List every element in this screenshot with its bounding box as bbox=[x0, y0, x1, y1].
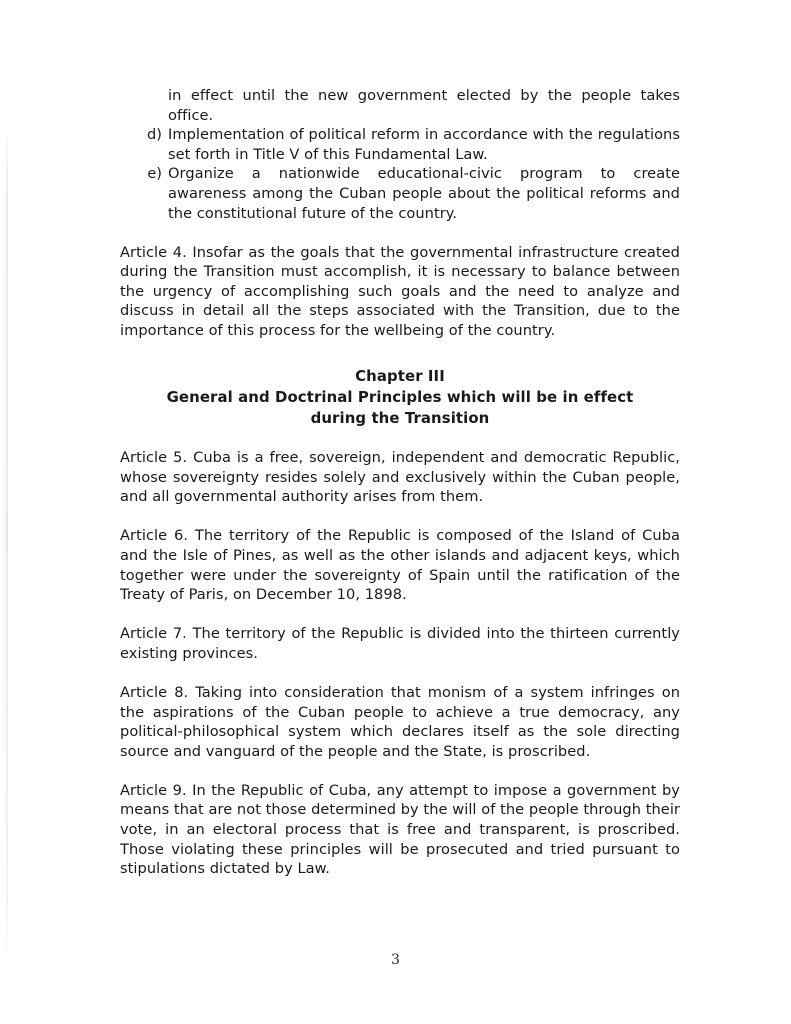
list-item-marker: d) bbox=[147, 126, 162, 144]
article-5-paragraph: Article 5. Cuba is a free, sovereign, independent and democratic Republic, whose sovereignty resides solely and exclusively within the Cuban people, and all governmental authority arises from them. bbox=[120, 449, 680, 506]
scan-edge-artifact bbox=[6, 128, 8, 960]
article-7-paragraph: Article 7. The territory of the Republic is divided into the thirteen currently existing provinces. bbox=[120, 625, 680, 662]
article-8-paragraph: Article 8. Taking into consideration that monism of a system infringes on the aspirations of the Cuban people to achieve a true democracy, any political-philosophical system which declares itself as the sole directing source and vanguard of the people and the State, is proscribed. bbox=[120, 683, 680, 760]
scan-edge-artifact-secondary bbox=[3, 150, 6, 940]
list-item bbox=[120, 125, 680, 164]
article-4-paragraph: Article 4. Insofar as the goals that the governmental infrastructure created during the Transition must accomplish, it is necessary to balance between the urgency of accomplishing such goals and the need to analyze and discuss in detail all the steps associated with the Transition, due to the importance of this process for the wellbeing of the country. bbox=[120, 243, 680, 340]
chapter-heading bbox=[120, 366, 680, 429]
page-number: 3 bbox=[391, 952, 400, 968]
list-item-marker: e) bbox=[147, 165, 162, 183]
chapter-heading-line-2: General and Doctrinal Principles which will be in effect bbox=[166, 387, 634, 406]
list-item-text: Implementation of political reform in accordance with the regulations set forth in Title V of this Fundamental Law. bbox=[168, 126, 680, 163]
chapter-heading-line-1: Chapter III bbox=[355, 366, 445, 385]
article-6-paragraph: Article 6. The territory of the Republic is composed of the Island of Cuba and the Isle of Pines, as well as the other islands and adjacent keys, which together were under the sovereignty of Spain until the ratification of the Treaty of Paris, on December 10, 1898. bbox=[120, 527, 680, 604]
list-item bbox=[120, 164, 680, 223]
lettered-list bbox=[120, 125, 680, 223]
page-text-block bbox=[120, 86, 680, 879]
list-item-text: Organize a nationwide educational-civic program to create awareness among the Cuban people about the political reforms and the constitutional future of the country. bbox=[168, 165, 680, 222]
continued-paragraph: in effect until the new government elected by the people takes office. bbox=[168, 87, 680, 124]
chapter-heading-line-3: during the Transition bbox=[310, 408, 490, 427]
article-9-paragraph: Article 9. In the Republic of Cuba, any attempt to impose a government by means that are not those determined by the will of the people through their vote, in an electoral process that is free and transparent, is proscribed. Those violating these principles will be prosecuted and tried pursuant to stipulations dictated by Law. bbox=[120, 781, 680, 878]
